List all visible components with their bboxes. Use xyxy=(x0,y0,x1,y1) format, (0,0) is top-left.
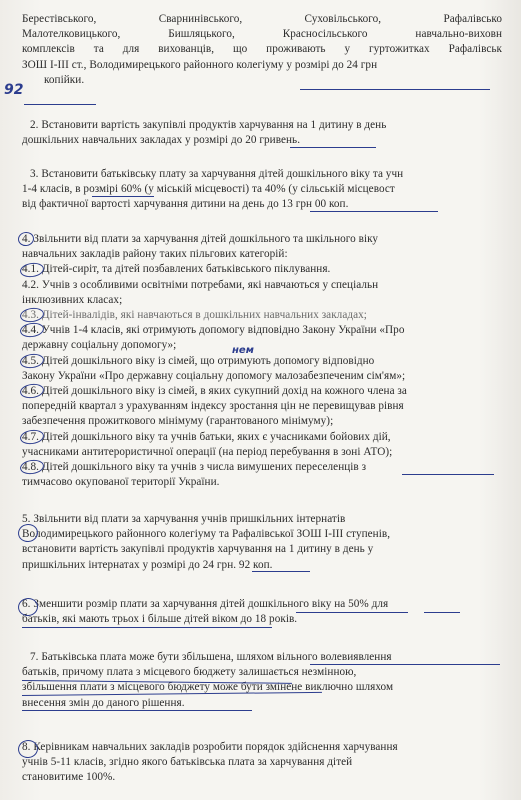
doc-line: попередній квартал з урахуванням індексу зростання цін не перевищував рівня xyxy=(22,400,404,413)
doc-line: внесення змін до даного рішення. xyxy=(22,696,185,709)
paragraph-5 xyxy=(22,512,502,573)
doc-line: 1-4 класів, в розмірі 60% (у міській місцевості) та 40% (у сільській місцевост xyxy=(22,183,395,196)
doc-line: Володимирецького районного колегіуму та Рафалівської ЗОШ І-ІІІ ступенів, xyxy=(22,528,391,541)
underline-mark xyxy=(22,627,272,628)
doc-line: дошкільних навчальних закладах у розмірі до 20 гривень. xyxy=(22,134,301,147)
paragraph-1 xyxy=(22,12,502,88)
underline-mark xyxy=(22,710,252,711)
doc-line: учасниками антитерористичної операції (на період перебування в зоні АТО); xyxy=(22,445,393,458)
underline-mark xyxy=(296,612,408,613)
doc-line: батьків, причому плата з місцевого бюджету залишається незмінною, xyxy=(22,666,357,679)
underline-mark xyxy=(310,211,438,212)
doc-line: 2. Встановити вартість закупівлі продуктів харчування на 1 дитину в день xyxy=(30,119,387,131)
doc-line: ЗОШ І-ІІІ ст., Володимирецького районного колегіуму у розмірі до 24 грн xyxy=(22,58,378,71)
doc-line: забезпечення прожиткового мінімуму (гарантованого мінімуму); xyxy=(22,415,334,428)
doc-line: становитиме 100%. xyxy=(22,771,116,784)
doc-line: 4.4. Учнів 1-4 класів, які отримують допомогу відповідно Закону України «Про xyxy=(22,324,405,337)
underline-mark xyxy=(92,196,154,197)
doc-line: навчальних закладів району таких пільгових категорій: xyxy=(22,248,288,261)
underline-mark xyxy=(300,89,490,90)
doc-line: встановити вартість закупівлі продуктів харчування на 1 дитину в день у xyxy=(22,543,374,556)
doc-line: 3. Встановити батьківську плату за харчування дітей дошкільного віку та учн xyxy=(30,168,404,180)
underline-mark xyxy=(424,612,460,613)
doc-line: державну соціальну допомогу»; xyxy=(22,339,177,352)
doc-line: Закону України «Про державну соціальну допомогу малозабезпеченим сім'ям»; xyxy=(22,369,406,382)
doc-line: учнів 5-11 класів, згідно якого батьківська плата за харчування дітей xyxy=(22,756,353,769)
doc-line: пришкільних інтернатах у розмірі до 24 грн. 92 коп. xyxy=(22,558,273,571)
paragraph-8 xyxy=(22,740,502,786)
doc-line: батьків, які мають трьох і більше дітей віком до 18 років. xyxy=(22,613,298,626)
underline-mark xyxy=(252,571,310,572)
underline-mark xyxy=(402,474,494,475)
doc-line: від фактичної вартості харчування дитини на день до 13 грн 00 коп. xyxy=(22,198,349,211)
doc-line: 5. Звільнити від плати за харчування учнів пришкільних інтернатів xyxy=(22,513,346,525)
doc-line: 8. Керівникам навчальних закладів розробити порядок здійснення харчування xyxy=(22,741,398,753)
doc-line: 7. Батьківська плата може бути збільшена, шляхом вільного волевиявлення xyxy=(30,651,392,663)
doc-line: Малотелковицького, Бишляцького, Красносільського навчально-виховн xyxy=(22,28,502,41)
doc-line: 6. Зменшити розмір плати за харчування дітей дошкільного віку на 50% для xyxy=(22,598,389,610)
doc-line: Берестівського, Сварнинівського, Суховільського, Рафалівсько xyxy=(22,13,502,25)
paragraph-2 xyxy=(22,118,502,148)
doc-line: 4.2. Учнів з особливими освітніми потребами, які навчаються у спеціальн xyxy=(22,278,379,291)
underline-mark xyxy=(290,147,376,148)
paragraph-3 xyxy=(22,167,502,213)
doc-line-text: копійки. xyxy=(44,73,85,86)
doc-line: 4.3. Дітей-інвалідів, які навчаються в дошкільних навчальних закладах; xyxy=(22,309,367,322)
handwritten-kop: 92 xyxy=(4,82,24,98)
doc-line xyxy=(22,73,502,88)
doc-line: збільшення плати з місцевого бюджету може бути змінене виключно шляхом xyxy=(22,681,394,694)
doc-line: інклюзивних класах; xyxy=(22,293,123,306)
doc-line: 4.1. Дітей-сиріт, та дітей позбавлених батьківського піклування. xyxy=(22,263,331,276)
doc-line: 4.6. Дітей дошкільного віку із сімей, в яких сукупний дохід на кожного члена за xyxy=(22,385,407,398)
doc-line: 4.7. Дітей дошкільного віку та учнів батьки, яких є учасниками бойових дій, xyxy=(22,430,391,443)
doc-line: 4.5. Дітей дошкільного віку із сімей, що отримують допомогу відповідно xyxy=(22,354,375,367)
handwritten-note: нем xyxy=(232,345,254,356)
underline-mark xyxy=(310,664,500,665)
doc-line: комплексів та для вихованців, що проживають у гуртожитках Рафалівськ xyxy=(22,43,502,56)
doc-line: тимчасово окупованої території України. xyxy=(22,476,220,489)
paragraph-4 xyxy=(22,232,502,490)
underline-mark xyxy=(24,104,96,105)
doc-line: 4. Звільнити від плати за харчування дітей дошкільного та шкільного віку xyxy=(22,233,379,245)
doc-line: 4.8. Дітей дошкільного віку та учнів з числа вимушених переселенців з xyxy=(22,461,367,474)
